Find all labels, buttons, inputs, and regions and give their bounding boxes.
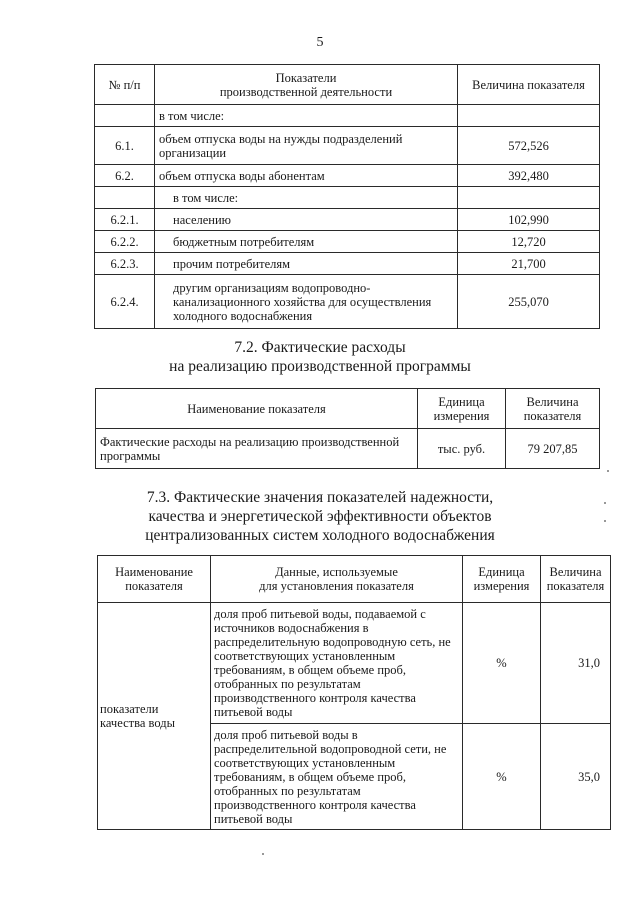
row-label: объем отпуска воды на нужды подразделений организации — [155, 127, 458, 165]
actual-expenses-table — [95, 388, 600, 469]
table-row — [98, 603, 611, 724]
row-num: 6.2.2. — [95, 231, 155, 253]
table-header-row — [98, 556, 611, 603]
section-7-2-title — [0, 338, 640, 376]
production-indicators-table — [94, 64, 600, 329]
header-value — [506, 389, 600, 429]
row-value: 572,526 — [458, 127, 600, 165]
table-row — [95, 275, 600, 329]
row-unit: % — [463, 603, 541, 724]
section-7-2-title-line1: 7.2. Фактические расходы — [234, 339, 406, 356]
row-value: 255,070 — [458, 275, 600, 329]
section-7-2-title-line2: на реализацию производственной программы — [169, 358, 471, 375]
table-row — [95, 231, 600, 253]
table-header-row — [96, 389, 600, 429]
header-unit-line2: измерения — [473, 579, 530, 593]
row-value: 102,990 — [458, 209, 600, 231]
row-unit: % — [463, 724, 541, 830]
row-label: бюджетным потребителям — [155, 231, 458, 253]
scan-speck — [262, 853, 264, 855]
expense-value: 79 207,85 — [506, 429, 600, 469]
header-name: Наименование показателя — [96, 389, 418, 429]
row-value: 35,0 — [541, 724, 611, 830]
row-value: 31,0 — [541, 603, 611, 724]
header-value-line1: Величина — [549, 565, 602, 579]
header-data — [211, 556, 463, 603]
row-num: 6.2. — [95, 165, 155, 187]
table-row — [95, 105, 600, 127]
row-num — [95, 105, 155, 127]
row-label: в том числе: — [155, 105, 458, 127]
header-name-line1: Наименование — [115, 565, 193, 579]
header-value: Величина показателя — [458, 65, 600, 105]
row-value: 21,700 — [458, 253, 600, 275]
header-unit — [418, 389, 506, 429]
row-num: 6.2.4. — [95, 275, 155, 329]
scan-speck — [607, 470, 609, 472]
section-7-3-title-line3: централизованных систем холодного водоснабжения — [145, 527, 495, 544]
table-row — [95, 187, 600, 209]
header-num: № п/п — [95, 65, 155, 105]
header-value-line2: показателя — [523, 408, 582, 423]
row-num — [95, 187, 155, 209]
row-label: в том числе: — [155, 187, 458, 209]
header-value — [541, 556, 611, 603]
header-unit-line2: измерения — [433, 408, 490, 423]
expense-unit: тыс. руб. — [418, 429, 506, 469]
header-indicator — [155, 65, 458, 105]
row-data: доля проб питьевой воды, подаваемой с источников водоснабжения в распределительную водопроводную сеть, не соответствующих установленным требованиям, в общем объеме проб, отобранных по результатам производственного контроля качества питьевой воды — [211, 603, 463, 724]
header-data-line1: Данные, используемые — [275, 565, 398, 579]
row-num: 6.1. — [95, 127, 155, 165]
table-row — [95, 253, 600, 275]
table-row — [95, 209, 600, 231]
page-number: 5 — [316, 35, 324, 50]
header-indicator-line1: Показатели — [275, 70, 337, 85]
header-value-line2: показателя — [546, 579, 605, 593]
row-value: 392,480 — [458, 165, 600, 187]
table-row — [95, 127, 600, 165]
row-data: доля проб питьевой воды в распределительной водопроводной сети, не соответствующих установленным требованиям, в общем объеме проб, отобранных по результатам производственного контроля качества питьевой воды — [211, 724, 463, 830]
water-quality-table — [97, 555, 611, 830]
table-row — [95, 165, 600, 187]
header-name — [98, 556, 211, 603]
expense-name: Фактические расходы на реализацию производственной программы — [96, 429, 418, 469]
header-indicator-line2: производственной деятельности — [219, 84, 393, 99]
header-unit — [463, 556, 541, 603]
row-label: прочим потребителям — [155, 253, 458, 275]
row-label: объем отпуска воды абонентам — [155, 165, 458, 187]
row-value — [458, 105, 600, 127]
table-row — [96, 429, 600, 469]
header-data-line2: для установления показателя — [259, 579, 414, 593]
scan-speck — [604, 502, 606, 504]
section-7-3-title-line1: 7.3. Фактические значения показателей надежности, — [146, 489, 494, 506]
row-value — [458, 187, 600, 209]
group-name: показатели качества воды — [98, 603, 211, 830]
section-7-3-title — [0, 488, 640, 545]
row-num: 6.2.1. — [95, 209, 155, 231]
section-7-3-title-line2: качества и энергетической эффективности объектов — [148, 508, 492, 525]
row-label: населению — [155, 209, 458, 231]
header-unit-line1: Единица — [438, 394, 485, 409]
row-label: другим организациям водопроводно-канализационного хозяйства для осуществления холодного водоснабжения — [155, 275, 458, 329]
header-unit-line1: Единица — [478, 565, 525, 579]
header-value-line1: Величина — [526, 394, 579, 409]
scan-speck — [604, 520, 606, 522]
table-header-row — [95, 65, 600, 105]
row-num: 6.2.3. — [95, 253, 155, 275]
header-name-line2: показателя — [125, 579, 183, 593]
row-value: 12,720 — [458, 231, 600, 253]
